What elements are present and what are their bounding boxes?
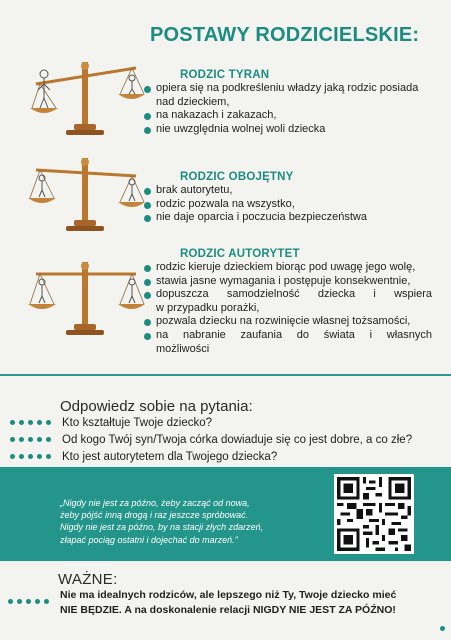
list-item: pozwala dziecku na rozwinięcie własnej tożsamości, [144,315,432,329]
list-item-continuation: możliwości [156,342,210,355]
important-text: Nie ma idealnych rodziców, ale lepszego niż Ty, Twoje dziecko mieć NIE BĘDZIE. A na doskonalenie relacji NIGDY NIE JEST ZA PÓŹNO! [60,589,397,616]
attitude-title: RODZIC TYRAN [180,69,270,81]
balance-scale-icon [28,256,146,342]
qr-code-icon[interactable] [334,474,414,554]
quote-text: „Nigdy nie jest za późno, żeby zacząć od nowa, żeby pójść inną drogą i raz jeszcze spróbować. Nigdy nie jest za późno, by na stacji złych zdarzeń, złapać pociąg ostatni i dojechać do marzeń.” [60,498,264,545]
important-heading: WAŻNE: [58,571,118,588]
list-item: na nabranie zaufania do świata i własnych [144,329,432,343]
questions-heading: Odpowiedz sobie na pytania: [60,398,253,415]
balance-scale-icon [28,152,146,238]
list-item: dopuszcza samodzielność dziecka i wspiera [144,288,432,302]
list-item-continuation: nad dzieckiem, [156,95,230,108]
attitude-title: RODZIC OBOJĘTNY [180,171,294,183]
question-item: Kto kształtuje Twoje dziecko? [10,414,412,431]
questions-list [10,414,412,465]
list-item: opiera się na podkreśleniu władzy jaką rodzic posiada [144,82,444,96]
list-item: rodzic pozwala na wszystko, [144,198,444,212]
attitude-list [144,261,432,356]
question-item: Od kogo Twój syn/Twoja córka dowiaduje się co jest dobre, a co złe? [10,431,412,448]
attitude-list [144,82,444,136]
list-item: nie daje oparcia i poczucia bezpieczeństwa [144,211,444,225]
bullet-dot-icon [10,437,62,442]
section-divider [0,374,451,376]
list-item: na nakazach i zakazach, [144,109,444,123]
list-item: rodzic kieruje dzieckiem biorąc pod uwagę jego wolę, [144,261,432,275]
balance-scale-icon [28,56,146,142]
bullet-dot-icon [10,454,62,459]
attitude-list [144,184,444,225]
bullet-dot-icon [10,420,62,425]
list-item-continuation: w przypadku porażki, [156,301,260,314]
list-item: brak autorytetu, [144,184,444,198]
decorative-dot [440,626,445,631]
bullet-dot-icon [8,599,49,604]
list-item: nie uwzględnia wolnej woli dziecka [144,123,444,137]
list-item: stawia jasne wymagania i postępuje konsekwentnie, [144,275,432,289]
attitude-title: RODZIC AUTORYTET [180,248,300,260]
page-title: POSTAWY RODZICIELSKIE: [150,24,420,46]
question-item: Kto jest autorytetem dla Twojego dziecka? [10,448,412,465]
